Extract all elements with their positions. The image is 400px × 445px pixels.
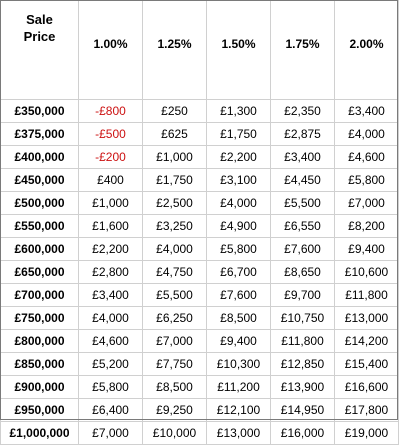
fee-cell: £4,000 <box>207 192 271 215</box>
table-body <box>1 100 399 445</box>
fee-cell: £4,000 <box>335 123 399 146</box>
fee-cell: -£200 <box>79 146 143 169</box>
fee-cell: £6,700 <box>207 261 271 284</box>
sale-price-cell: £1,000,000 <box>1 422 79 445</box>
rate-header-4: 1.75% <box>271 1 335 100</box>
fee-cell: £11,800 <box>271 330 335 353</box>
sale-price-cell: £950,000 <box>1 399 79 422</box>
fee-cell: £2,875 <box>271 123 335 146</box>
fee-cell: £3,250 <box>143 215 207 238</box>
fee-cell: £8,200 <box>335 215 399 238</box>
fee-cell: £5,200 <box>79 353 143 376</box>
fee-cell: £4,900 <box>207 215 271 238</box>
fee-cell: £1,750 <box>207 123 271 146</box>
fee-cell: £7,000 <box>79 422 143 445</box>
fee-cell: £7,000 <box>143 330 207 353</box>
sale-price-header-line2: Price <box>23 29 56 44</box>
sale-price-cell: £550,000 <box>1 215 79 238</box>
fee-cell: £5,800 <box>207 238 271 261</box>
fee-cell: £3,100 <box>207 169 271 192</box>
table-header <box>1 1 399 100</box>
table-row <box>1 169 399 192</box>
fee-cell: £19,000 <box>335 422 399 445</box>
fee-cell: £12,850 <box>271 353 335 376</box>
sale-price-cell: £700,000 <box>1 284 79 307</box>
fee-cell: £1,750 <box>143 169 207 192</box>
fee-cell: £2,350 <box>271 100 335 123</box>
fee-cell: £10,300 <box>207 353 271 376</box>
fee-cell: -£800 <box>79 100 143 123</box>
fee-cell: £13,000 <box>335 307 399 330</box>
fee-cell: £13,900 <box>271 376 335 399</box>
sale-price-cell: £850,000 <box>1 353 79 376</box>
sale-price-header-line1: Sale <box>26 12 53 27</box>
fee-cell: £4,600 <box>335 146 399 169</box>
fee-cell: £9,250 <box>143 399 207 422</box>
fee-cell: £6,550 <box>271 215 335 238</box>
fee-cell: £11,200 <box>207 376 271 399</box>
fee-cell: £9,700 <box>271 284 335 307</box>
fee-cell: £400 <box>79 169 143 192</box>
fee-cell: £1,600 <box>79 215 143 238</box>
fee-cell: £12,100 <box>207 399 271 422</box>
table-row <box>1 330 399 353</box>
table-row <box>1 146 399 169</box>
fee-cell: £16,600 <box>335 376 399 399</box>
table-row <box>1 238 399 261</box>
sale-price-cell: £375,000 <box>1 123 79 146</box>
fee-cell: £15,400 <box>335 353 399 376</box>
sale-price-cell: £900,000 <box>1 376 79 399</box>
fee-cell: £5,800 <box>335 169 399 192</box>
fee-cell: £17,800 <box>335 399 399 422</box>
table-row <box>1 100 399 123</box>
sale-price-header <box>1 1 79 100</box>
fee-cell: £2,800 <box>79 261 143 284</box>
fee-cell: £1,300 <box>207 100 271 123</box>
fee-cell: £5,500 <box>271 192 335 215</box>
rate-header-3: 1.50% <box>207 1 271 100</box>
table-row <box>1 284 399 307</box>
fee-cell: £10,750 <box>271 307 335 330</box>
fee-cell: £7,600 <box>207 284 271 307</box>
fee-cell: £9,400 <box>335 238 399 261</box>
table-row <box>1 399 399 422</box>
rate-header-1: 1.00% <box>79 1 143 100</box>
fee-cell: £10,000 <box>143 422 207 445</box>
fee-cell: £2,200 <box>207 146 271 169</box>
fee-cell: £14,950 <box>271 399 335 422</box>
fee-cell: £1,000 <box>143 146 207 169</box>
fee-cell: £16,000 <box>271 422 335 445</box>
fee-cell: -£500 <box>79 123 143 146</box>
table-row <box>1 215 399 238</box>
fee-cell: £4,600 <box>79 330 143 353</box>
sale-price-cell: £750,000 <box>1 307 79 330</box>
header-row <box>1 1 399 100</box>
fee-cell: £7,600 <box>271 238 335 261</box>
fee-cell: £7,000 <box>335 192 399 215</box>
fee-cell: £8,650 <box>271 261 335 284</box>
fee-cell: £5,800 <box>79 376 143 399</box>
rate-header-5: 2.00% <box>335 1 399 100</box>
fee-cell: £3,400 <box>335 100 399 123</box>
fee-cell: £6,250 <box>143 307 207 330</box>
sale-price-cell: £350,000 <box>1 100 79 123</box>
fee-cell: £4,750 <box>143 261 207 284</box>
table-row <box>1 192 399 215</box>
fee-cell: £3,400 <box>79 284 143 307</box>
sale-price-cell: £600,000 <box>1 238 79 261</box>
table-row <box>1 353 399 376</box>
fee-cell: £6,400 <box>79 399 143 422</box>
table-row <box>1 422 399 445</box>
fee-cell: £11,800 <box>335 284 399 307</box>
fee-cell: £4,000 <box>79 307 143 330</box>
table-row <box>1 307 399 330</box>
sale-price-cell: £650,000 <box>1 261 79 284</box>
fee-cell: £625 <box>143 123 207 146</box>
fee-cell: £13,000 <box>207 422 271 445</box>
fee-cell: £4,000 <box>143 238 207 261</box>
fee-cell: £14,200 <box>335 330 399 353</box>
table-row <box>1 376 399 399</box>
sale-price-cell: £400,000 <box>1 146 79 169</box>
fee-cell: £8,500 <box>207 307 271 330</box>
rate-header-2: 1.25% <box>143 1 207 100</box>
sale-price-cell: £800,000 <box>1 330 79 353</box>
sale-price-cell: £500,000 <box>1 192 79 215</box>
fee-cell: £10,600 <box>335 261 399 284</box>
fee-cell: £7,750 <box>143 353 207 376</box>
table-row <box>1 261 399 284</box>
table-row <box>1 123 399 146</box>
fee-cell: £5,500 <box>143 284 207 307</box>
fee-cell: £250 <box>143 100 207 123</box>
sale-price-cell: £450,000 <box>1 169 79 192</box>
fee-cell: £8,500 <box>143 376 207 399</box>
fee-cell: £2,500 <box>143 192 207 215</box>
fee-cell: £1,000 <box>79 192 143 215</box>
fee-cell: £4,450 <box>271 169 335 192</box>
fee-cell: £9,400 <box>207 330 271 353</box>
fee-cell: £2,200 <box>79 238 143 261</box>
fee-cell: £3,400 <box>271 146 335 169</box>
